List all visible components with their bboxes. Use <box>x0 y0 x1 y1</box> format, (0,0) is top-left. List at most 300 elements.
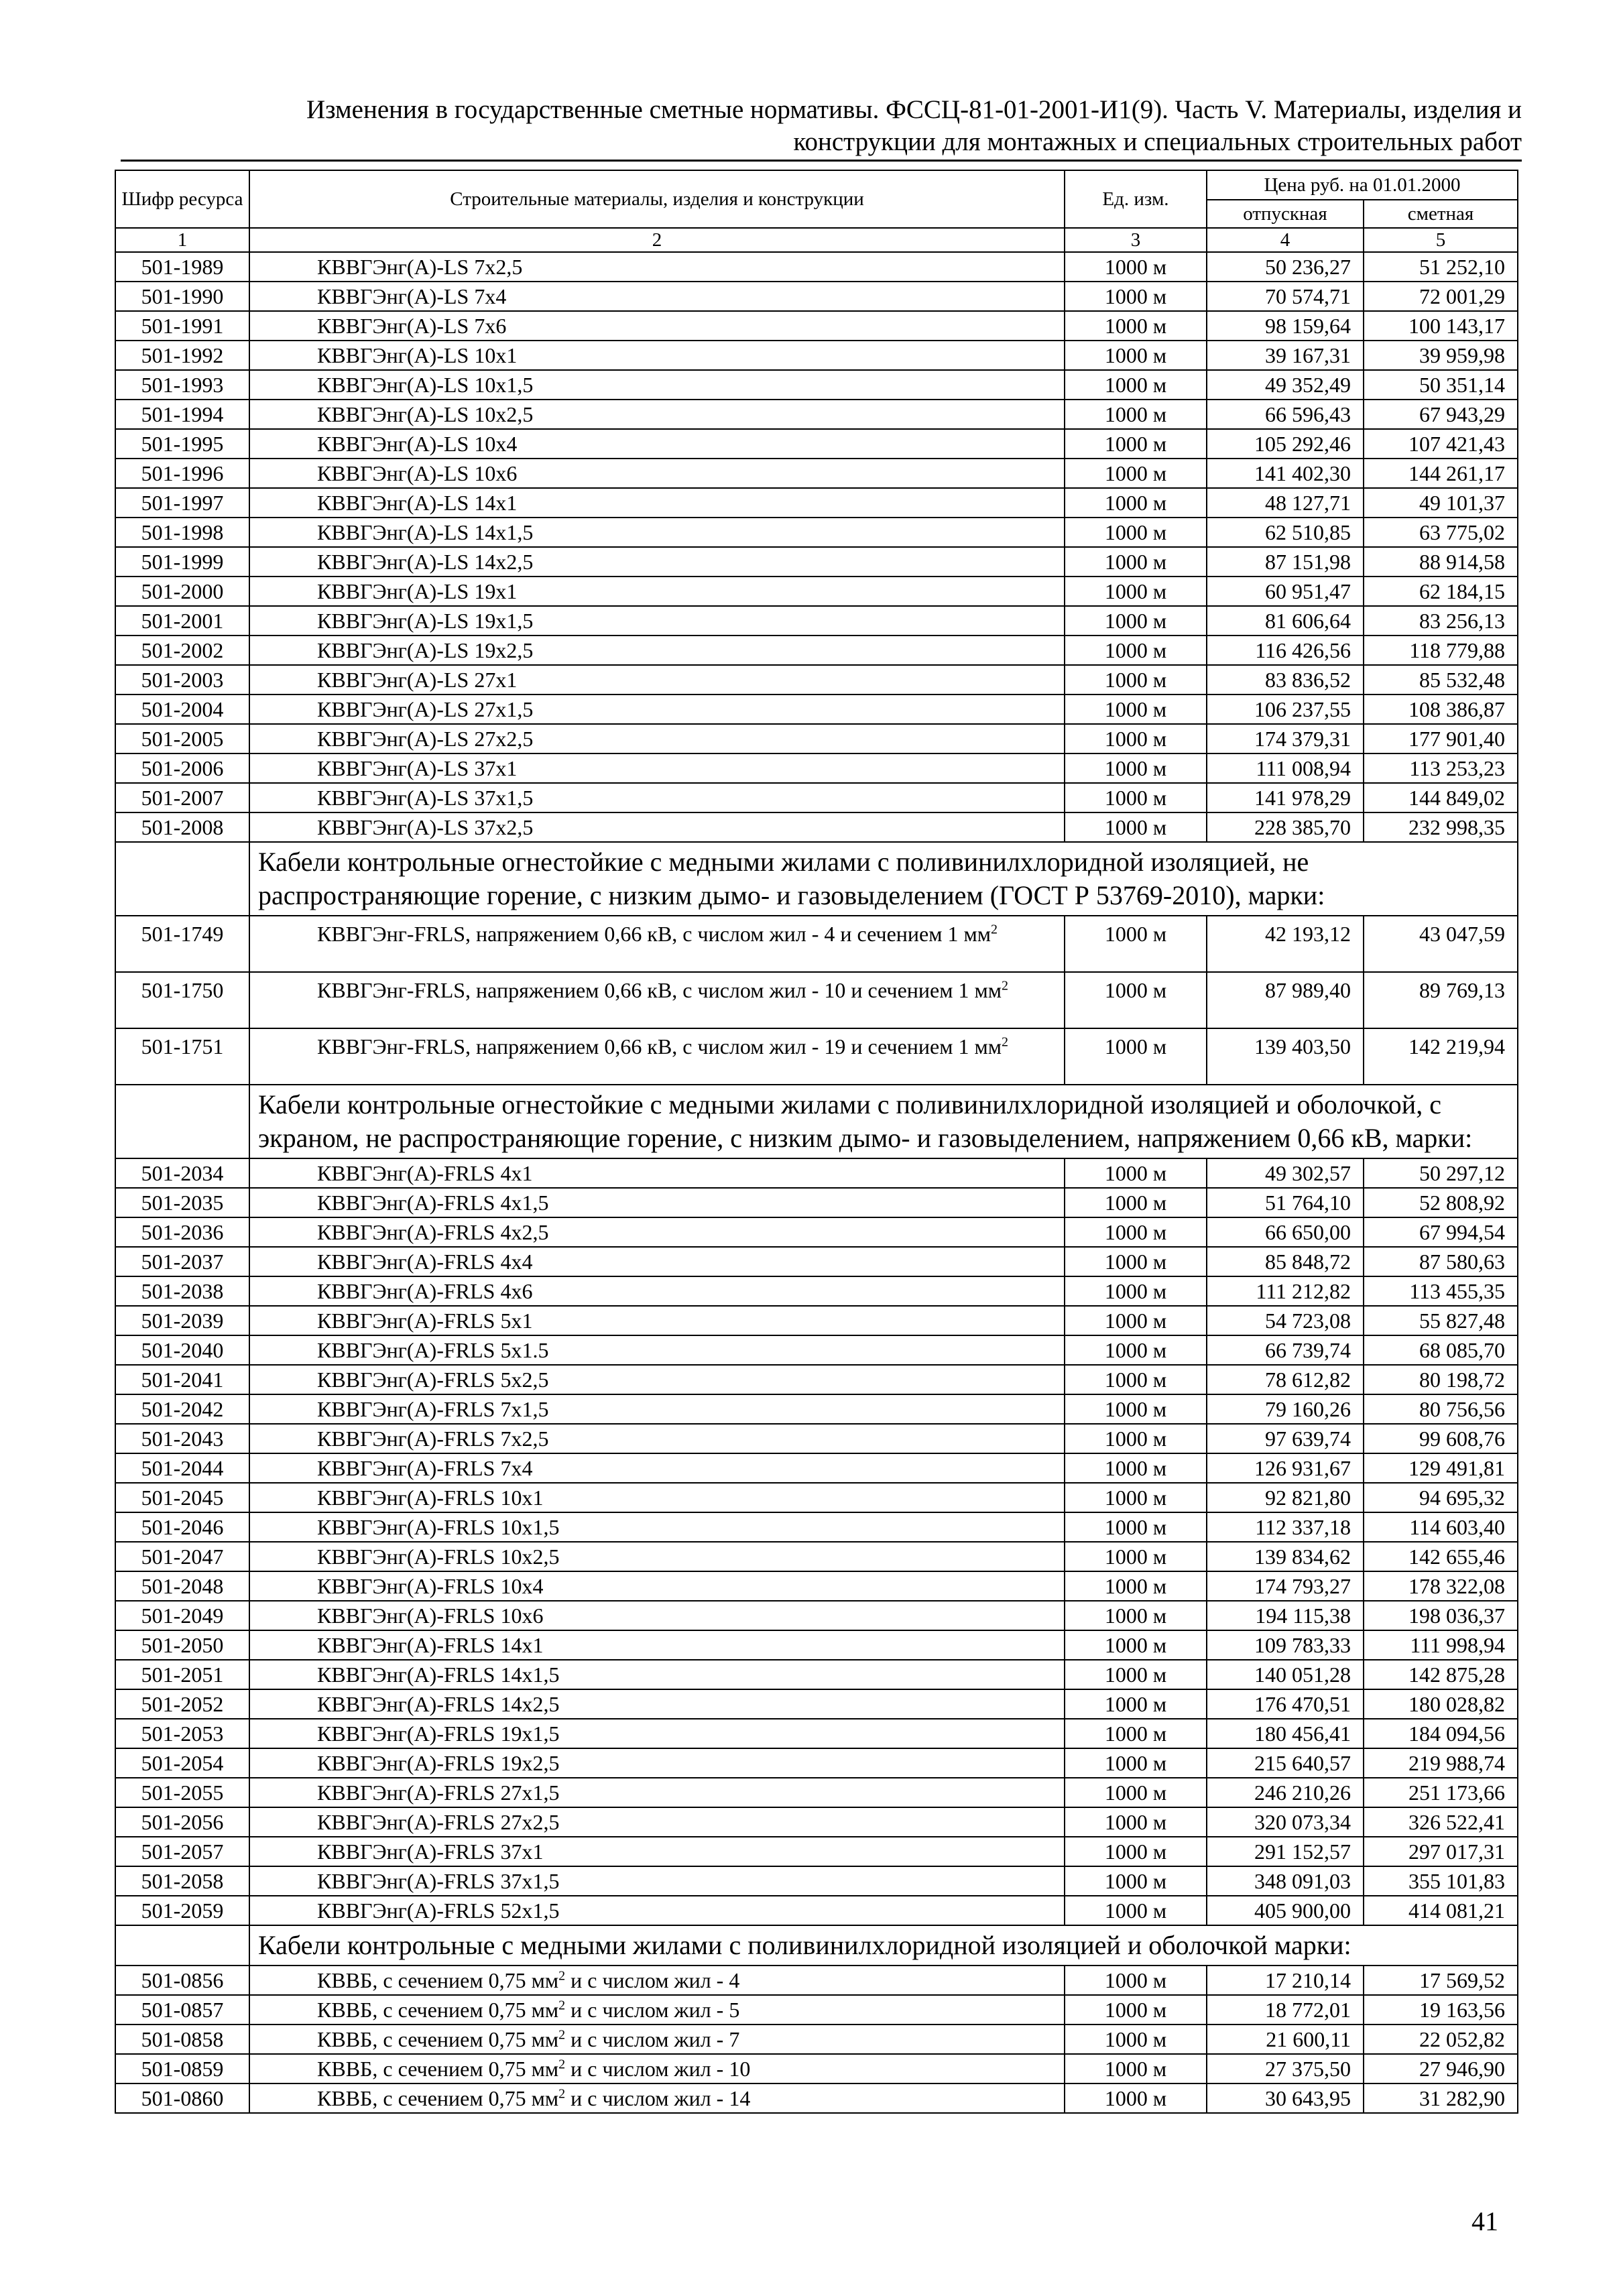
estimate-price: 89 769,13 <box>1364 972 1518 1028</box>
resource-name: КВВГЭнг(А)-FRLS 5х1 <box>249 1306 1065 1335</box>
superscript: 2 <box>1002 978 1008 993</box>
resource-name-text: КВВБ, с сечением 0,75 мм <box>317 2027 559 2051</box>
resource-name-text: КВВБ, с сечением 0,75 мм <box>317 2086 559 2110</box>
estimate-price: 17 569,52 <box>1364 1966 1518 1995</box>
col-header-code: Шифр ресурса <box>115 170 249 228</box>
unit-value: 1000 м <box>1065 1453 1207 1483</box>
unit-value: 1000 м <box>1065 1483 1207 1512</box>
unit-value: 1000 м <box>1065 1778 1207 1807</box>
resource-name: КВВГЭнг(А)-LS 10х1 <box>249 341 1065 370</box>
resource-code: 501-1998 <box>115 518 249 547</box>
release-price: 50 236,27 <box>1207 252 1364 282</box>
resource-code: 501-2050 <box>115 1630 249 1660</box>
estimate-price: 326 522,41 <box>1364 1807 1518 1837</box>
release-price: 228 385,70 <box>1207 812 1364 842</box>
col-index: 3 <box>1065 228 1207 252</box>
estimate-price: 113 455,35 <box>1364 1276 1518 1306</box>
resource-name: КВВГЭнг(А)-LS 7х4 <box>249 282 1065 311</box>
resource-code: 501-2002 <box>115 636 249 665</box>
table-row <box>115 1483 1518 1512</box>
resource-name <box>249 916 1065 972</box>
resource-name-text: и с числом жил - 5 <box>565 1998 740 2022</box>
resource-name: КВВГЭнг(А)-FRLS 7х4 <box>249 1453 1065 1483</box>
release-price: 78 612,82 <box>1207 1365 1364 1394</box>
estimate-price: 142 219,94 <box>1364 1028 1518 1085</box>
unit-value: 1000 м <box>1065 1719 1207 1748</box>
resource-code: 501-2004 <box>115 694 249 724</box>
resource-name <box>249 972 1065 1028</box>
release-price: 39 167,31 <box>1207 341 1364 370</box>
estimate-price: 52 808,92 <box>1364 1188 1518 1217</box>
resource-name-text: и с числом жил - 10 <box>565 2057 751 2081</box>
col-header-release: отпускная <box>1207 200 1364 228</box>
release-price: 320 073,34 <box>1207 1807 1364 1837</box>
table-row <box>115 311 1518 341</box>
release-price: 21 600,11 <box>1207 2025 1364 2054</box>
release-price: 348 091,03 <box>1207 1866 1364 1896</box>
estimate-price: 67 943,29 <box>1364 400 1518 429</box>
unit-value: 1000 м <box>1065 1424 1207 1453</box>
table-row <box>115 459 1518 488</box>
unit-value: 1000 м <box>1065 459 1207 488</box>
estimate-price: 118 779,88 <box>1364 636 1518 665</box>
superscript: 2 <box>558 2086 566 2102</box>
resource-code: 501-1996 <box>115 459 249 488</box>
estimate-price: 39 959,98 <box>1364 341 1518 370</box>
release-price: 70 574,71 <box>1207 282 1364 311</box>
release-price: 141 978,29 <box>1207 783 1364 812</box>
resource-name: КВВГЭнг(А)-LS 27х1 <box>249 665 1065 694</box>
table-row <box>115 1276 1518 1306</box>
release-price: 83 836,52 <box>1207 665 1364 694</box>
table-row <box>115 1719 1518 1748</box>
section-code-cell <box>115 1085 249 1158</box>
unit-value: 1000 м <box>1065 1995 1207 2025</box>
resource-name <box>249 1028 1065 1085</box>
col-header-name: Строительные материалы, изделия и конструкции <box>249 170 1065 228</box>
release-price: 194 115,38 <box>1207 1601 1364 1630</box>
release-price: 49 302,57 <box>1207 1158 1364 1188</box>
resource-name: КВВГЭнг(А)-FRLS 10х6 <box>249 1601 1065 1630</box>
estimate-price: 88 914,58 <box>1364 547 1518 577</box>
resource-name: КВВГЭнг(А)-LS 27х2,5 <box>249 724 1065 753</box>
unit-value: 1000 м <box>1065 1807 1207 1837</box>
table-row <box>115 1158 1518 1188</box>
resource-code: 501-2058 <box>115 1866 249 1896</box>
table-row <box>115 812 1518 842</box>
resource-name-text: и с числом жил - 7 <box>565 2027 740 2051</box>
resource-name: КВВГЭнг(А)-LS 10х2,5 <box>249 400 1065 429</box>
release-price: 141 402,30 <box>1207 459 1364 488</box>
resource-code: 501-2052 <box>115 1689 249 1719</box>
resource-code: 501-2045 <box>115 1483 249 1512</box>
resource-code: 501-2044 <box>115 1453 249 1483</box>
resource-code: 501-2057 <box>115 1837 249 1866</box>
unit-value: 1000 м <box>1065 2025 1207 2054</box>
resource-code: 501-2038 <box>115 1276 249 1306</box>
resource-name-text: и с числом жил - 4 <box>565 1968 740 1992</box>
resource-name: КВВГЭнг(А)-FRLS 10х2,5 <box>249 1542 1065 1571</box>
unit-value: 1000 м <box>1065 1601 1207 1630</box>
resource-name: КВВГЭнг(А)-LS 14х2,5 <box>249 547 1065 577</box>
estimate-price: 232 998,35 <box>1364 812 1518 842</box>
resource-name: КВВГЭнг(А)-LS 7х6 <box>249 311 1065 341</box>
resource-name: КВВГЭнг(А)-FRLS 5х2,5 <box>249 1365 1065 1394</box>
estimate-price: 198 036,37 <box>1364 1601 1518 1630</box>
superscript: 2 <box>558 1968 566 1984</box>
unit-value: 1000 м <box>1065 1689 1207 1719</box>
estimate-price: 177 901,40 <box>1364 724 1518 753</box>
estimate-price: 129 491,81 <box>1364 1453 1518 1483</box>
release-price: 49 352,49 <box>1207 370 1364 400</box>
estimate-price: 142 875,28 <box>1364 1660 1518 1689</box>
unit-value: 1000 м <box>1065 665 1207 694</box>
resource-code: 501-1992 <box>115 341 249 370</box>
table-row <box>115 1837 1518 1866</box>
table-row <box>115 370 1518 400</box>
unit-value: 1000 м <box>1065 1028 1207 1085</box>
estimate-price: 80 198,72 <box>1364 1365 1518 1394</box>
release-price: 405 900,00 <box>1207 1896 1364 1925</box>
resource-code: 501-2036 <box>115 1217 249 1247</box>
estimate-price: 113 253,23 <box>1364 753 1518 783</box>
resource-name <box>249 2025 1065 2054</box>
unit-value: 1000 м <box>1065 1188 1207 1217</box>
resource-code: 501-2056 <box>115 1807 249 1837</box>
estimate-price: 251 173,66 <box>1364 1778 1518 1807</box>
release-price: 246 210,26 <box>1207 1778 1364 1807</box>
resource-code: 501-1749 <box>115 916 249 972</box>
estimate-price: 184 094,56 <box>1364 1719 1518 1748</box>
estimate-price: 68 085,70 <box>1364 1335 1518 1365</box>
resource-code: 501-1750 <box>115 972 249 1028</box>
resource-name: КВВГЭнг(А)-FRLS 27х2,5 <box>249 1807 1065 1837</box>
estimate-price: 63 775,02 <box>1364 518 1518 547</box>
unit-value: 1000 м <box>1065 2054 1207 2083</box>
table-row <box>115 1028 1518 1085</box>
release-price: 54 723,08 <box>1207 1306 1364 1335</box>
unit-value: 1000 м <box>1065 311 1207 341</box>
estimate-price: 100 143,17 <box>1364 311 1518 341</box>
table-row <box>115 1630 1518 1660</box>
unit-value: 1000 м <box>1065 1217 1207 1247</box>
estimate-price: 51 252,10 <box>1364 252 1518 282</box>
estimate-price: 355 101,83 <box>1364 1866 1518 1896</box>
section-4-heading-row <box>115 1925 1518 1966</box>
estimate-price: 87 580,63 <box>1364 1247 1518 1276</box>
release-price: 174 379,31 <box>1207 724 1364 753</box>
resource-name: КВВГЭнг(А)-LS 37х2,5 <box>249 812 1065 842</box>
unit-value: 1000 м <box>1065 341 1207 370</box>
unit-value: 1000 м <box>1065 1966 1207 1995</box>
release-price: 42 193,12 <box>1207 916 1364 972</box>
col-index: 5 <box>1364 228 1518 252</box>
release-price: 215 640,57 <box>1207 1748 1364 1778</box>
release-price: 18 772,01 <box>1207 1995 1364 2025</box>
estimate-price: 297 017,31 <box>1364 1837 1518 1866</box>
unit-value: 1000 м <box>1065 694 1207 724</box>
table-row <box>115 2083 1518 2113</box>
release-price: 176 470,51 <box>1207 1689 1364 1719</box>
unit-value: 1000 м <box>1065 1512 1207 1542</box>
unit-value: 1000 м <box>1065 2083 1207 2113</box>
table-row <box>115 972 1518 1028</box>
col-header-unit: Ед. изм. <box>1065 170 1207 228</box>
table-index-row <box>115 228 1518 252</box>
estimate-price: 107 421,43 <box>1364 429 1518 459</box>
release-price: 109 783,33 <box>1207 1630 1364 1660</box>
estimate-price: 80 756,56 <box>1364 1394 1518 1424</box>
unit-value: 1000 м <box>1065 1837 1207 1866</box>
resource-name: КВВГЭнг(А)-FRLS 37х1 <box>249 1837 1065 1866</box>
resource-code: 501-2040 <box>115 1335 249 1365</box>
unit-value: 1000 м <box>1065 1748 1207 1778</box>
estimate-price: 414 081,21 <box>1364 1896 1518 1925</box>
table-row <box>115 665 1518 694</box>
estimate-price: 142 655,46 <box>1364 1542 1518 1571</box>
table-row <box>115 1512 1518 1542</box>
unit-value: 1000 м <box>1065 1896 1207 1925</box>
resource-name: КВВГЭнг(А)-LS 10х6 <box>249 459 1065 488</box>
section-3-heading-row <box>115 1085 1518 1158</box>
resource-code: 501-1993 <box>115 370 249 400</box>
resource-code: 501-2048 <box>115 1571 249 1601</box>
unit-value: 1000 м <box>1065 400 1207 429</box>
section-heading: Кабели контрольные огнестойкие с медными жилами с поливинилхлоридной изоляцией, не распространяющие горение, с низким дымо- и газовыделением (ГОСТ Р 53769-2010), марки: <box>249 842 1518 916</box>
resource-name-text: КВВБ, с сечением 0,75 мм <box>317 1998 559 2022</box>
table-row <box>115 1247 1518 1276</box>
table-row <box>115 694 1518 724</box>
table-row <box>115 724 1518 753</box>
estimate-price: 43 047,59 <box>1364 916 1518 972</box>
estimate-price: 22 052,82 <box>1364 2025 1518 2054</box>
estimate-price: 144 849,02 <box>1364 783 1518 812</box>
resource-code: 501-2049 <box>115 1601 249 1630</box>
superscript: 2 <box>1002 1034 1008 1050</box>
resource-name: КВВГЭнг(А)-LS 19х2,5 <box>249 636 1065 665</box>
table-row <box>115 1453 1518 1483</box>
unit-value: 1000 м <box>1065 636 1207 665</box>
resource-name: КВВГЭнг(А)-FRLS 4х2,5 <box>249 1217 1065 1247</box>
superscript: 2 <box>558 2057 566 2072</box>
release-price: 106 237,55 <box>1207 694 1364 724</box>
table-row <box>115 1394 1518 1424</box>
resource-code: 501-1989 <box>115 252 249 282</box>
table-row <box>115 400 1518 429</box>
release-price: 81 606,64 <box>1207 606 1364 636</box>
unit-value: 1000 м <box>1065 783 1207 812</box>
table-row <box>115 1896 1518 1925</box>
resource-name: КВВГЭнг(А)-FRLS 19х1,5 <box>249 1719 1065 1748</box>
resource-name: КВВГЭнг(А)-FRLS 19х2,5 <box>249 1748 1065 1778</box>
resource-name-text: КВВБ, с сечением 0,75 мм <box>317 2057 559 2081</box>
resource-code: 501-1995 <box>115 429 249 459</box>
estimate-price: 94 695,32 <box>1364 1483 1518 1512</box>
resource-name: КВВГЭнг(А)-FRLS 14х2,5 <box>249 1689 1065 1719</box>
resource-name: КВВГЭнг(А)-LS 10х1,5 <box>249 370 1065 400</box>
table-row <box>115 1866 1518 1896</box>
unit-value: 1000 м <box>1065 1276 1207 1306</box>
table-row <box>115 1542 1518 1571</box>
estimate-price: 50 351,14 <box>1364 370 1518 400</box>
release-price: 111 008,94 <box>1207 753 1364 783</box>
release-price: 92 821,80 <box>1207 1483 1364 1512</box>
unit-value: 1000 м <box>1065 1247 1207 1276</box>
table-row <box>115 252 1518 282</box>
header-rule <box>121 160 1522 162</box>
col-header-price-group: Цена руб. на 01.01.2000 <box>1207 170 1518 200</box>
estimate-price: 144 261,17 <box>1364 459 1518 488</box>
unit-value: 1000 м <box>1065 1866 1207 1896</box>
resource-name: КВВГЭнг(А)-FRLS 7х1,5 <box>249 1394 1065 1424</box>
resource-code: 501-2047 <box>115 1542 249 1571</box>
col-index: 1 <box>115 228 249 252</box>
release-price: 291 152,57 <box>1207 1837 1364 1866</box>
resource-code: 501-2054 <box>115 1748 249 1778</box>
resource-name <box>249 2083 1065 2113</box>
resource-name: КВВГЭнг(А)-LS 10х4 <box>249 429 1065 459</box>
table-row <box>115 547 1518 577</box>
resource-name: КВВГЭнг(А)-FRLS 5х1.5 <box>249 1335 1065 1365</box>
col-header-estimate: сметная <box>1364 200 1518 228</box>
resource-code: 501-0856 <box>115 1966 249 1995</box>
header-line-2: конструкции для монтажных и специальных строительных работ <box>793 127 1522 156</box>
resource-code: 501-0859 <box>115 2054 249 2083</box>
resource-code: 501-2037 <box>115 1247 249 1276</box>
resource-name: КВВГЭнг(А)-LS 19х1,5 <box>249 606 1065 636</box>
resource-name: КВВГЭнг(А)-FRLS 27х1,5 <box>249 1778 1065 1807</box>
unit-value: 1000 м <box>1065 577 1207 606</box>
table-row <box>115 1778 1518 1807</box>
unit-value: 1000 м <box>1065 753 1207 783</box>
estimate-price: 50 297,12 <box>1364 1158 1518 1188</box>
table-row <box>115 606 1518 636</box>
resource-code: 501-1997 <box>115 488 249 518</box>
table-row <box>115 916 1518 972</box>
resource-code: 501-2035 <box>115 1188 249 1217</box>
resource-name-text: КВВБ, с сечением 0,75 мм <box>317 1968 559 1992</box>
resource-code: 501-0858 <box>115 2025 249 2054</box>
resource-code: 501-2007 <box>115 783 249 812</box>
resource-name: КВВГЭнг(А)-FRLS 52х1,5 <box>249 1896 1065 1925</box>
table-row <box>115 783 1518 812</box>
resource-name-text: КВВГЭнг-FRLS, напряжением 0,66 кВ, с числом жил - 4 и сечением 1 мм <box>317 922 991 946</box>
resource-code: 501-1999 <box>115 547 249 577</box>
table-row <box>115 1601 1518 1630</box>
table-row <box>115 1217 1518 1247</box>
release-price: 51 764,10 <box>1207 1188 1364 1217</box>
estimate-price: 178 322,08 <box>1364 1571 1518 1601</box>
release-price: 60 951,47 <box>1207 577 1364 606</box>
col-index: 2 <box>249 228 1065 252</box>
resource-name: КВВГЭнг(А)-FRLS 14х1 <box>249 1630 1065 1660</box>
header-line-1: Изменения в государственные сметные нормативы. ФССЦ-81-01-2001-И1(9). Часть V. Материалы, изделия и <box>306 95 1522 124</box>
estimate-price: 219 988,74 <box>1364 1748 1518 1778</box>
unit-value: 1000 м <box>1065 1158 1207 1188</box>
resource-code: 501-2059 <box>115 1896 249 1925</box>
estimate-price: 114 603,40 <box>1364 1512 1518 1542</box>
resource-code: 501-2043 <box>115 1424 249 1453</box>
table-row <box>115 1188 1518 1217</box>
resource-name: КВВГЭнг(А)-FRLS 4х6 <box>249 1276 1065 1306</box>
table-row <box>115 518 1518 547</box>
resource-name: КВВГЭнг(А)-FRLS 10х1 <box>249 1483 1065 1512</box>
release-price: 140 051,28 <box>1207 1660 1364 1689</box>
page-number: 41 <box>1471 2206 1498 2236</box>
unit-value: 1000 м <box>1065 916 1207 972</box>
table-row <box>115 1571 1518 1601</box>
resource-name: КВВГЭнг(А)-FRLS 4х4 <box>249 1247 1065 1276</box>
unit-value: 1000 м <box>1065 370 1207 400</box>
table-row <box>115 1424 1518 1453</box>
estimate-price: 83 256,13 <box>1364 606 1518 636</box>
unit-value: 1000 м <box>1065 1335 1207 1365</box>
table-row <box>115 636 1518 665</box>
superscript: 2 <box>991 922 998 937</box>
table-row <box>115 1966 1518 1995</box>
resource-code: 501-1751 <box>115 1028 249 1085</box>
estimate-price: 31 282,90 <box>1364 2083 1518 2113</box>
release-price: 79 160,26 <box>1207 1394 1364 1424</box>
resource-code: 501-2000 <box>115 577 249 606</box>
release-price: 30 643,95 <box>1207 2083 1364 2113</box>
table-row <box>115 488 1518 518</box>
resource-code: 501-1994 <box>115 400 249 429</box>
resource-name: КВВГЭнг(А)-FRLS 4х1,5 <box>249 1188 1065 1217</box>
estimate-price: 62 184,15 <box>1364 577 1518 606</box>
table-row <box>115 1748 1518 1778</box>
table-head-row-1 <box>115 170 1518 200</box>
resource-code: 501-2051 <box>115 1660 249 1689</box>
estimate-price: 67 994,54 <box>1364 1217 1518 1247</box>
estimate-price: 108 386,87 <box>1364 694 1518 724</box>
estimate-price: 55 827,48 <box>1364 1306 1518 1335</box>
table-row <box>115 2025 1518 2054</box>
table-row <box>115 1689 1518 1719</box>
resource-code: 501-2042 <box>115 1394 249 1424</box>
table-row <box>115 753 1518 783</box>
release-price: 111 212,82 <box>1207 1276 1364 1306</box>
estimate-price: 72 001,29 <box>1364 282 1518 311</box>
unit-value: 1000 м <box>1065 812 1207 842</box>
release-price: 105 292,46 <box>1207 429 1364 459</box>
release-price: 180 456,41 <box>1207 1719 1364 1748</box>
release-price: 66 739,74 <box>1207 1335 1364 1365</box>
estimate-price: 180 028,82 <box>1364 1689 1518 1719</box>
section-2-heading-row <box>115 842 1518 916</box>
resource-code: 501-1991 <box>115 311 249 341</box>
section-code-cell <box>115 1925 249 1966</box>
section-code-cell <box>115 842 249 916</box>
table-row <box>115 577 1518 606</box>
unit-value: 1000 м <box>1065 1542 1207 1571</box>
resource-name: КВВГЭнг(А)-FRLS 14х1,5 <box>249 1660 1065 1689</box>
resource-name-text: КВВГЭнг-FRLS, напряжением 0,66 кВ, с числом жил - 10 и сечением 1 мм <box>317 978 1002 1002</box>
release-price: 87 989,40 <box>1207 972 1364 1028</box>
resource-code: 501-2041 <box>115 1365 249 1394</box>
table-row <box>115 1995 1518 2025</box>
resource-code: 501-2001 <box>115 606 249 636</box>
unit-value: 1000 м <box>1065 606 1207 636</box>
unit-value: 1000 м <box>1065 1306 1207 1335</box>
resource-code: 501-2006 <box>115 753 249 783</box>
release-price: 139 834,62 <box>1207 1542 1364 1571</box>
resource-name: КВВГЭнг(А)-FRLS 10х4 <box>249 1571 1065 1601</box>
resource-name-text: и с числом жил - 14 <box>565 2086 751 2110</box>
table-row <box>115 1306 1518 1335</box>
unit-value: 1000 м <box>1065 724 1207 753</box>
unit-value: 1000 м <box>1065 1365 1207 1394</box>
